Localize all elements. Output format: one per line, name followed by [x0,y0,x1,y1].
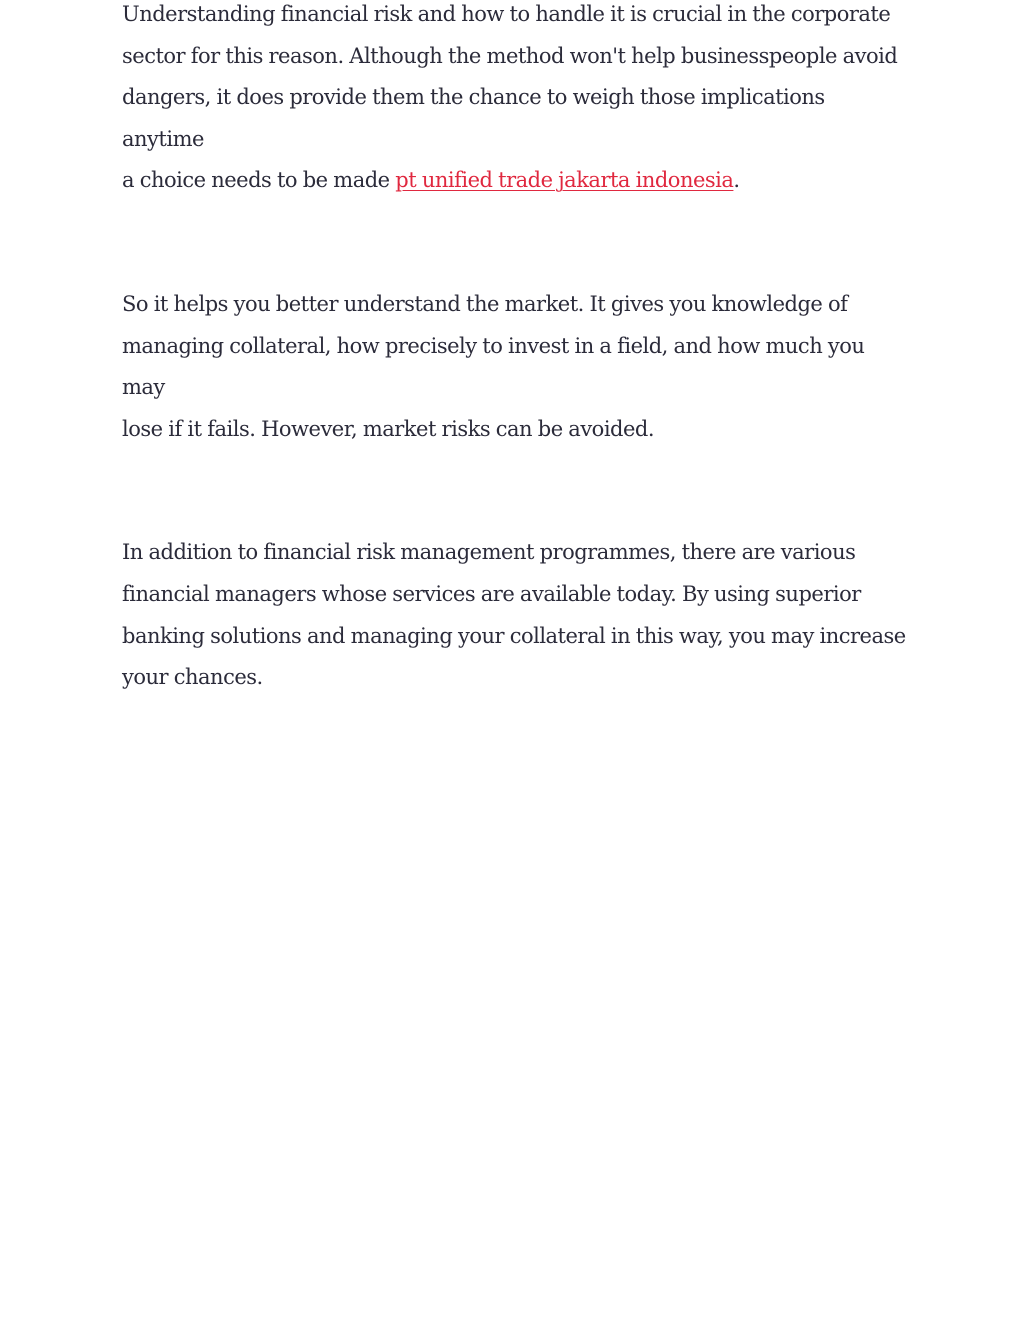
article-body [122,0,907,699]
p2-line-1: So it helps you better understand the market. It gives you knowledge of [122,291,848,316]
pt-unified-trade-link[interactable]: pt unified trade jakarta indonesia [395,168,734,193]
p3-line-3: banking solutions and managing your collateral in this way, you may increase [122,623,906,648]
p1-line-1: Understanding financial risk and how to handle it is crucial in the corporate [122,2,891,26]
paragraph-market-understanding [122,284,907,450]
paragraph-financial-risk [122,0,907,202]
p1-line-4-text: a choice needs to be made [122,168,396,193]
p3-line-1: In addition to financial risk management programmes, there are various [122,540,856,565]
paragraph-financial-managers [122,532,907,698]
p1-line-3: dangers, it does provide them the chance to weigh those implications anytime [122,85,825,151]
p1-line-4-period: . [733,168,740,193]
p3-line-4: your chances. [122,665,263,690]
p2-line-3: lose if it fails. However, market risks can be avoided. [122,416,655,441]
p2-line-2: managing collateral, how precisely to invest in a field, and how much you may [122,333,865,400]
p1-line-2: sector for this reason. Although the method won't help businesspeople avoid [122,43,898,68]
p3-line-2: financial managers whose services are available today. By using superior [122,581,861,606]
